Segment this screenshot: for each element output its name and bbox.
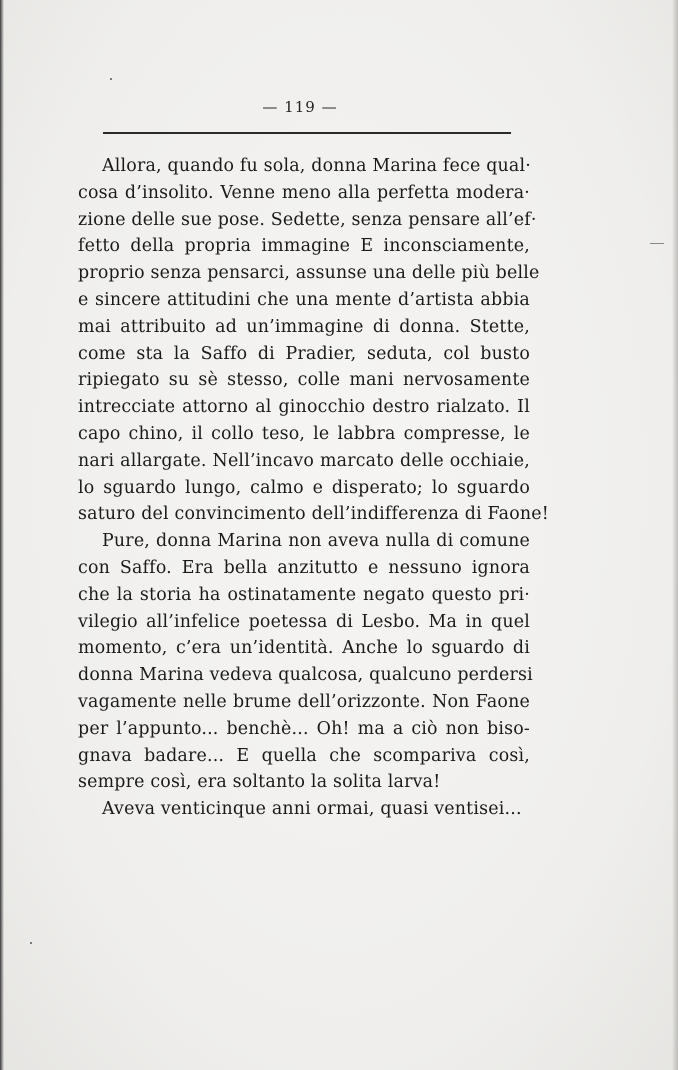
header-rule bbox=[103, 132, 511, 134]
body-text bbox=[78, 153, 549, 823]
paper-speck bbox=[30, 942, 32, 944]
text-line: lo sguardo lungo, calmo e disperato; lo sguardo bbox=[78, 477, 530, 498]
text-line: intrecciate attorno al ginocchio destro rialzato. Il bbox=[78, 397, 530, 418]
text-line: e sincere attitudini che una mente d’artista abbia bbox=[78, 289, 530, 310]
text-line: per l’appunto... benchè... Oh! ma a ciò non biso- bbox=[78, 718, 530, 739]
page-right-shadow bbox=[672, 0, 678, 1070]
text-line: sempre così, era soltanto la solita larva! bbox=[78, 772, 441, 793]
text-line: capo chino, il collo teso, le labbra compresse, le bbox=[78, 423, 530, 444]
text-line: Pure, donna Marina non aveva nulla di comune bbox=[102, 531, 530, 552]
text-line: che la storia ha ostinatamente negato questo pri· bbox=[78, 584, 530, 605]
text-line: gnava badare... E quella che scompariva così, bbox=[78, 745, 530, 766]
text-line: Allora, quando fu sola, donna Marina fece qual· bbox=[102, 156, 531, 176]
text-line: vilegio all’infelice poetessa di Lesbo. Ma in quel bbox=[78, 611, 530, 632]
text-line: zione delle sue pose. Sedette, senza pensare all’ef· bbox=[78, 209, 537, 230]
text-line: vagamente nelle brume dell’orizzonte. Non Faone bbox=[78, 691, 530, 712]
page-left-shadow bbox=[0, 0, 4, 1070]
text-line: fetto della propria immagine E inconsciamente, bbox=[78, 236, 530, 257]
text-line: cosa d’insolito. Venne meno alla perfetta modera· bbox=[78, 182, 530, 203]
page-number: — 119 — bbox=[262, 98, 338, 116]
text-line: saturo del convincimento dell’indifferenza di Faone! bbox=[78, 504, 549, 525]
text-line: come sta la Saffo di Pradier, seduta, col busto bbox=[78, 343, 530, 364]
text-line: ripiegato su sè stesso, colle mani nervosamente bbox=[78, 370, 530, 391]
text-line: nari allargate. Nell’incavo marcato delle occhiaie, bbox=[78, 450, 530, 471]
text-line: proprio senza pensarci, assunse una delle più belle bbox=[78, 263, 540, 284]
text-line: mai attribuito ad un’immagine di donna. Stette, bbox=[78, 316, 530, 337]
text-line: momento, c’era un’identità. Anche lo sguardo di bbox=[78, 638, 530, 659]
text-line: Aveva venticinque anni ormai, quasi ventisei... bbox=[102, 799, 522, 820]
text-line: donna Marina vedeva qualcosa, qualcuno perdersi bbox=[78, 665, 533, 686]
paper-speck bbox=[650, 243, 664, 244]
paper-speck bbox=[110, 78, 112, 80]
text-line: con Saffo. Era bella anzitutto e nessuno ignora bbox=[78, 557, 530, 578]
